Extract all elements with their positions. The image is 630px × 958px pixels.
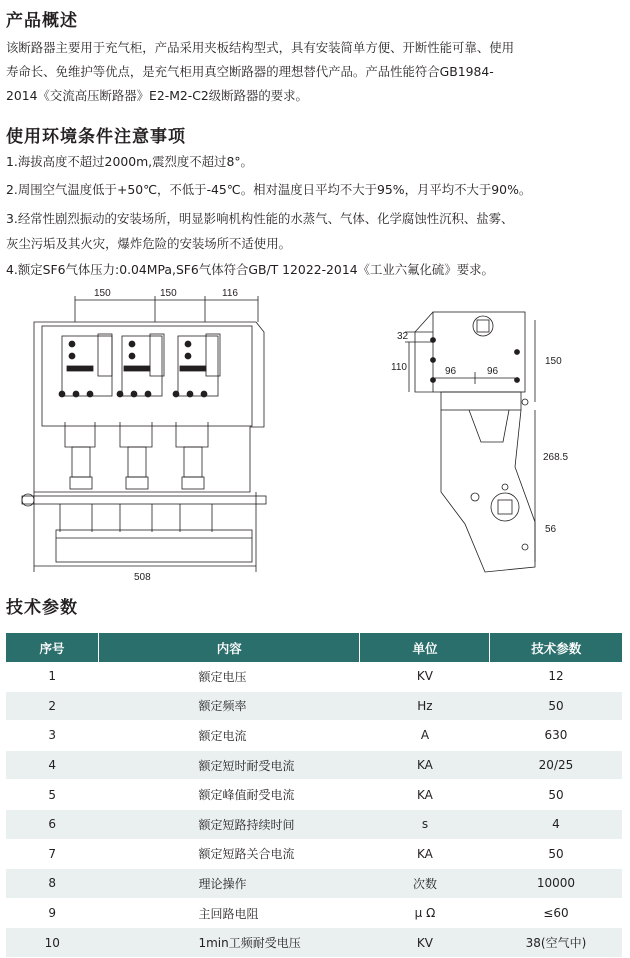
dim-side-110: 110 <box>391 362 407 373</box>
side-view-drawing <box>385 292 585 582</box>
pole-2-group <box>117 334 164 489</box>
tech-params-table <box>6 633 622 958</box>
col-header-content: 内容 <box>98 633 359 662</box>
cell-content: 额定短路关合电流 <box>98 839 359 869</box>
cell-value: 12 <box>490 662 622 691</box>
dim-side-96a: 96 <box>445 366 457 377</box>
env-line-5: 4.额定SF6气体压力:0.04MPa,SF6气体符合GB/T 12022-2014《工业六氟化硫》要求。 <box>6 262 494 277</box>
cell-value: 10000 <box>490 869 622 899</box>
cell-no: 3 <box>6 721 98 751</box>
cell-unit: KA <box>360 750 490 780</box>
cell-value: 630 <box>490 721 622 751</box>
dim-front-508: 508 <box>134 572 151 583</box>
cell-value: 50 <box>490 780 622 810</box>
cell-content: 额定电流 <box>98 721 359 751</box>
table-header-row <box>6 633 622 662</box>
cell-unit: A <box>360 721 490 751</box>
table-row <box>6 809 622 839</box>
cell-value: 20/25 <box>490 750 622 780</box>
col-header-unit: 单位 <box>360 633 490 662</box>
dim-front-116: 116 <box>222 288 238 299</box>
cell-no: 5 <box>6 780 98 810</box>
table-row <box>6 662 622 691</box>
table-row <box>6 839 622 869</box>
cell-no: 8 <box>6 869 98 899</box>
dim-front-150b: 150 <box>160 288 177 299</box>
tech-title: 技术参数 <box>6 598 78 618</box>
dim-side-32: 32 <box>397 331 409 342</box>
table-row <box>6 750 622 780</box>
cell-content: 主回路电阻 <box>98 898 359 928</box>
cell-unit: Hz <box>360 691 490 721</box>
cell-no: 7 <box>6 839 98 869</box>
env-line-2: 2.周围空气温度低于+50℃，不低于-45℃。相对温度日平均不大于95%，月平均不大于90%。 <box>6 182 532 197</box>
cell-content: 额定短时耐受电流 <box>98 750 359 780</box>
cell-value: ≤60 <box>490 898 622 928</box>
pole-1-group <box>59 334 112 489</box>
env-line-1: 1.海拔高度不超过2000m,震烈度不超过8°。 <box>6 154 253 169</box>
cell-content: 额定电压 <box>98 662 359 691</box>
dim-side-96b: 96 <box>487 366 499 377</box>
cell-content: 1min工频耐受电压 <box>98 928 359 958</box>
cell-unit: KV <box>360 662 490 691</box>
cell-content: 额定峰值耐受电流 <box>98 780 359 810</box>
cell-no: 1 <box>6 662 98 691</box>
cell-value: 4 <box>490 809 622 839</box>
table-row <box>6 869 622 899</box>
cell-no: 2 <box>6 691 98 721</box>
cell-unit: μ Ω <box>360 898 490 928</box>
pole-3-group <box>173 334 220 489</box>
env-line-4: 灰尘污垢及其火灾，爆炸危险的安装场所不适使用。 <box>6 236 291 251</box>
cell-no: 9 <box>6 898 98 928</box>
cell-unit: s <box>360 809 490 839</box>
cell-unit: KA <box>360 780 490 810</box>
table-row <box>6 721 622 751</box>
cell-content: 额定频率 <box>98 691 359 721</box>
dim-side-56: 56 <box>545 524 557 535</box>
cell-unit: KA <box>360 839 490 869</box>
table-row <box>6 691 622 721</box>
cell-content: 理论操作 <box>98 869 359 899</box>
cell-no: 10 <box>6 928 98 958</box>
env-title: 使用环境条件注意事项 <box>6 127 186 147</box>
env-line-3: 3.经常性剧烈振动的安装场所，明显影响机构性能的水蒸气、气体、化学腐蚀性沉积、盐雾、 <box>6 211 514 226</box>
cell-unit: KV <box>360 928 490 958</box>
dim-side-268-5: 268.5 <box>543 452 569 463</box>
overview-line-3: 2014《交流高压断路器》E2-M2-C2级断路器的要求。 <box>6 88 308 103</box>
cell-no: 4 <box>6 750 98 780</box>
table-row <box>6 928 622 958</box>
dim-front-150a: 150 <box>94 288 111 299</box>
cell-value: 38(空气中) <box>490 928 622 958</box>
cell-no: 6 <box>6 809 98 839</box>
cell-content: 额定短路持续时间 <box>98 809 359 839</box>
table-row <box>6 780 622 810</box>
cell-value: 50 <box>490 691 622 721</box>
col-header-value: 技术参数 <box>490 633 622 662</box>
table-row <box>6 898 622 928</box>
front-view-drawing <box>20 282 280 594</box>
col-header-no: 序号 <box>6 633 98 662</box>
cell-unit: 次数 <box>360 869 490 899</box>
overview-title: 产品概述 <box>6 11 78 31</box>
cell-value: 50 <box>490 839 622 869</box>
dim-side-150: 150 <box>545 356 562 367</box>
overview-line-2: 寿命长、免维护等优点，是充气柜用真空断路器的理想替代产品。产品性能符合GB1984- <box>6 64 494 79</box>
overview-line-1: 该断路器主要用于充气柜，产品采用夹板结构型式，具有安装简单方便、开断性能可靠、使用 <box>6 40 515 55</box>
